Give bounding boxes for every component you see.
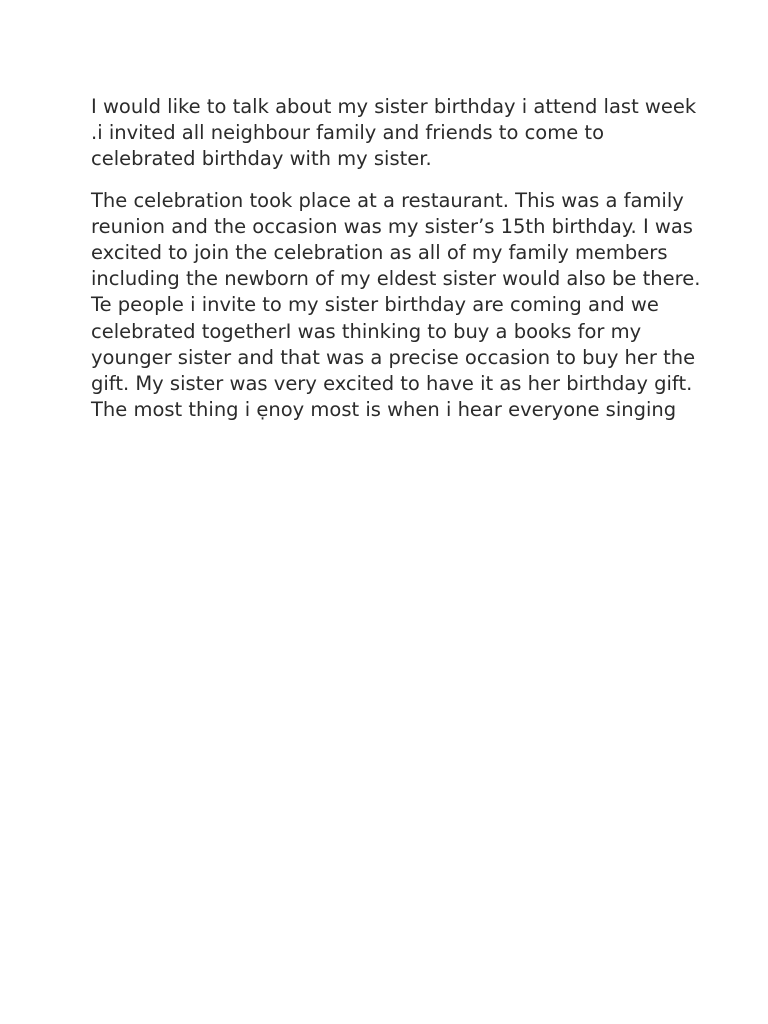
paragraph-2 xyxy=(91,188,701,424)
text-line: Te people i invite to my sister birthday are coming and we xyxy=(91,293,659,317)
text-line: celebrated togetherI was thinking to buy a books for my xyxy=(91,319,642,343)
text-line: younger sister and that was a precise occasion to buy her the xyxy=(91,345,696,369)
text-line: gift. My sister was very excited to have it as her birthday gift. xyxy=(91,372,693,396)
text-line: .i invited all neighbour family and friends to come to xyxy=(91,121,604,145)
text-line: I would like to talk about my sister birthday i attend last week xyxy=(91,95,697,118)
text-line: excited to join the celebration as all of my family members xyxy=(91,241,668,265)
text-line: The celebration took place at a restaurant. This was a family xyxy=(91,188,684,212)
text-line: including the newborn of my eldest sister would also be there. xyxy=(91,267,701,291)
text-line: reunion and the occasion was my sister’s 15th birthday. I was xyxy=(91,214,693,238)
paragraph-1 xyxy=(91,94,697,173)
text-line: The most thing i ẹnoy most is when i hear everyone singing xyxy=(91,398,677,422)
document-body xyxy=(91,94,701,423)
text-line: celebrated birthday with my sister. xyxy=(91,147,432,171)
